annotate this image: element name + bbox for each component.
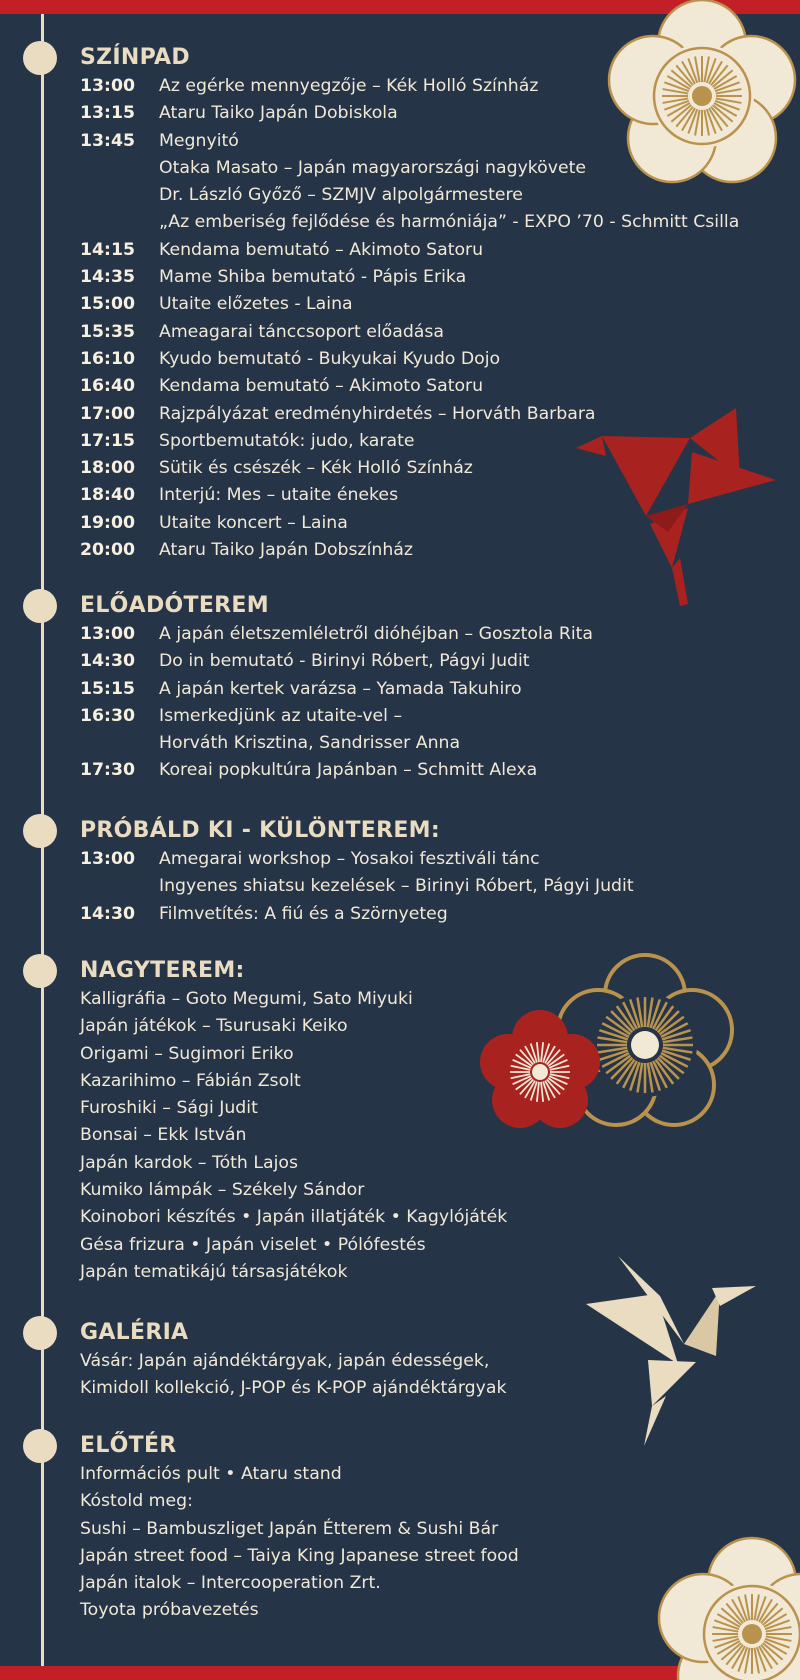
- list-item: Kóstold meg:: [80, 1491, 193, 1512]
- schedule-text: Ismerkedjünk az utaite-vel –: [159, 705, 403, 726]
- list-item: Koinobori készítés • Japán illatjáték • Kagylójáték: [80, 1207, 508, 1228]
- schedule-row: [80, 73, 739, 100]
- schedule-row: [80, 621, 593, 648]
- schedule-row: [80, 757, 593, 784]
- schedule-row: [80, 373, 739, 400]
- schedule-time: 13:15: [80, 103, 136, 124]
- schedule-row: [80, 128, 739, 155]
- schedule-time: 19:00: [80, 512, 136, 533]
- schedule-text: „Az emberiség fejlődése és harmóniája” - EXPO ’70 - Schmitt Csilla: [159, 212, 740, 233]
- schedule-text: Megnyitó: [159, 130, 239, 151]
- list-item: Japán játékok – Tsurusaki Keiko: [80, 1016, 348, 1037]
- schedule-text: Dr. László Győző – SZMJV alpolgármestere: [159, 185, 523, 206]
- schedule-row: [80, 482, 739, 509]
- schedule-row: [80, 155, 739, 182]
- schedule-text: Az egérke mennyegzője – Kék Holló Színház: [159, 76, 539, 96]
- schedule-time: 15:15: [80, 678, 136, 699]
- schedule-time: 18:40: [80, 485, 136, 506]
- schedule-time: 17:00: [80, 403, 136, 424]
- timeline-dot: [23, 814, 57, 848]
- schedule-text: Mame Shiba bemutató - Pápis Erika: [159, 267, 467, 288]
- list-item: Japán street food – Taiya King Japanese street food: [80, 1545, 519, 1566]
- section-galeria: [80, 1318, 506, 1403]
- schedule-text: Ataru Taiko Japán Dobiskola: [159, 103, 398, 124]
- schedule-row: [80, 319, 739, 346]
- schedule-time: 14:30: [80, 903, 136, 924]
- list-item: Japán italok – Intercooperation Zrt.: [80, 1573, 381, 1594]
- schedule-time: 13:00: [80, 624, 136, 644]
- list-item: Információs pult • Ataru stand: [80, 1464, 342, 1484]
- section-title: GALÉRIA: [80, 1320, 189, 1345]
- schedule-text: Ingyenes shiatsu kezelések – Birinyi Róbert, Págyi Judit: [159, 876, 634, 897]
- schedule-list: [80, 846, 634, 928]
- list-item: Bonsai – Ekk István: [80, 1125, 247, 1146]
- schedule-time: 17:15: [80, 430, 136, 451]
- schedule-row: [80, 100, 739, 127]
- schedule-text: A japán kertek varázsa – Yamada Takuhiro: [159, 678, 522, 699]
- schedule-text: Amegarai workshop – Yosakoi fesztiváli tánc: [159, 849, 540, 869]
- section-title: ELŐTÉR: [80, 1433, 177, 1458]
- schedule-time: 17:30: [80, 760, 136, 781]
- list-item: Kumiko lámpák – Székely Sándor: [80, 1180, 365, 1201]
- schedule-text: Sütik és csészék – Kék Holló Színház: [159, 458, 473, 479]
- schedule-row: [80, 237, 739, 264]
- schedule-row: [80, 703, 593, 730]
- schedule-row: [80, 455, 739, 482]
- schedule-time: 20:00: [80, 540, 136, 561]
- section-title: PRÓBÁLD KI - KÜLÖNTEREM:: [80, 818, 440, 843]
- schedule-text: A japán életszemléletről dióhéjban – Gosztola Rita: [159, 624, 594, 644]
- timeline-dot: [23, 1429, 57, 1463]
- schedule-text: Kendama bemutató – Akimoto Satoru: [159, 239, 484, 260]
- list-item: Gésa frizura • Japán viselet • Pólófestés: [80, 1234, 426, 1255]
- schedule-time: [80, 182, 159, 209]
- schedule-row: [80, 346, 739, 373]
- schedule-row: [80, 901, 634, 928]
- activity-list: [80, 1461, 519, 1625]
- list-item: Origami – Sugimori Eriko: [80, 1043, 294, 1064]
- schedule-time: [80, 873, 159, 900]
- schedule-time: 15:00: [80, 294, 136, 315]
- section-eloadoterem: [80, 591, 593, 785]
- schedule-time: 18:00: [80, 458, 136, 479]
- plum-blossom-pair-icon: [480, 940, 750, 1170]
- section-szinpad: [80, 43, 739, 564]
- schedule-time: [80, 209, 159, 236]
- timeline-dot: [23, 41, 57, 75]
- schedule-row: [80, 873, 634, 900]
- schedule-time: 13:00: [80, 76, 136, 96]
- schedule-text: Koreai popkultúra Japánban – Schmitt Alexa: [159, 760, 538, 781]
- list-item: Kazarihimo – Fábián Zsolt: [80, 1070, 301, 1091]
- schedule-text: Kyudo bemutató - Bukyukai Kyudo Dojo: [159, 348, 501, 369]
- list-item: Vásár: Japán ajándéktárgyak, japán édességek,: [80, 1351, 490, 1371]
- schedule-time: 14:15: [80, 239, 136, 260]
- section-title: NAGYTEREM:: [80, 958, 245, 983]
- schedule-text: Otaka Masato – Japán magyarországi nagykövete: [159, 157, 587, 178]
- schedule-row: [80, 182, 739, 209]
- schedule-row: [80, 428, 739, 455]
- schedule-list: [80, 621, 593, 785]
- schedule-text: Do in bemutató - Birinyi Róbert, Págyi Judit: [159, 651, 530, 672]
- activity-list: [80, 986, 507, 1286]
- schedule-row: [80, 648, 593, 675]
- schedule-row: [80, 846, 634, 873]
- list-item: Kimidoll kollekció, J-POP és K-POP ajándéktárgyak: [80, 1378, 507, 1399]
- list-item: Kalligráfia – Goto Megumi, Sato Miyuki: [80, 989, 413, 1009]
- schedule-text: Filmvetítés: A fiú és a Szörnyeteg: [159, 903, 448, 924]
- list-item: Japán kardok – Tóth Lajos: [80, 1152, 298, 1173]
- plum-blossom-cream-bottom-icon: [650, 1536, 800, 1680]
- timeline-dot: [23, 1316, 57, 1350]
- schedule-text: Rajzpályázat eredményhirdetés – Horváth Barbara: [159, 403, 596, 424]
- schedule-text: Sportbemutatók: judo, karate: [159, 430, 415, 451]
- list-item: Furoshiki – Sági Judit: [80, 1098, 258, 1119]
- schedule-row: [80, 209, 739, 236]
- section-probald-ki: [80, 816, 634, 928]
- schedule-text: Ameagarai tánccsoport előadása: [159, 321, 444, 342]
- schedule-row: [80, 537, 739, 564]
- section-eloter: [80, 1431, 519, 1625]
- list-item: Sushi – Bambuszliget Japán Étterem & Sushi Bár: [80, 1518, 499, 1539]
- schedule-text: Kendama bemutató – Akimoto Satoru: [159, 376, 484, 397]
- section-title: SZÍNPAD: [80, 45, 190, 70]
- schedule-row: [80, 291, 739, 318]
- schedule-list: [80, 73, 739, 564]
- schedule-time: 16:40: [80, 376, 136, 397]
- schedule-text: Ataru Taiko Japán Dobszínház: [159, 540, 413, 561]
- origami-crane-cream-icon: [586, 1256, 756, 1446]
- schedule-time: 14:35: [80, 267, 136, 288]
- schedule-text: Interjú: Mes – utaite énekes: [159, 485, 399, 506]
- section-nagyterem: [80, 956, 507, 1286]
- activity-list: [80, 1348, 506, 1403]
- schedule-row: [80, 264, 739, 291]
- schedule-row: [80, 401, 739, 428]
- schedule-text: Utaite előzetes - Laina: [159, 294, 353, 315]
- schedule-time: 13:45: [80, 130, 136, 151]
- schedule-time: 14:30: [80, 651, 136, 672]
- timeline-dot: [23, 589, 57, 623]
- schedule-time: [80, 155, 159, 182]
- schedule-time: 15:35: [80, 321, 136, 342]
- schedule-time: 16:10: [80, 348, 136, 369]
- schedule-row: [80, 510, 739, 537]
- schedule-row: [80, 676, 593, 703]
- list-item: Toyota próbavezetés: [80, 1600, 259, 1621]
- schedule-time: [80, 730, 159, 757]
- schedule-time: 16:30: [80, 705, 136, 726]
- timeline-dot: [23, 954, 57, 988]
- section-title: ELŐADÓTEREM: [80, 593, 269, 618]
- schedule-text: Utaite koncert – Laina: [159, 512, 348, 533]
- schedule-row: [80, 730, 593, 757]
- schedule-time: 13:00: [80, 849, 136, 869]
- schedule-text: Horváth Krisztina, Sandrisser Anna: [159, 733, 461, 754]
- list-item: Japán tematikájú társasjátékok: [80, 1261, 348, 1282]
